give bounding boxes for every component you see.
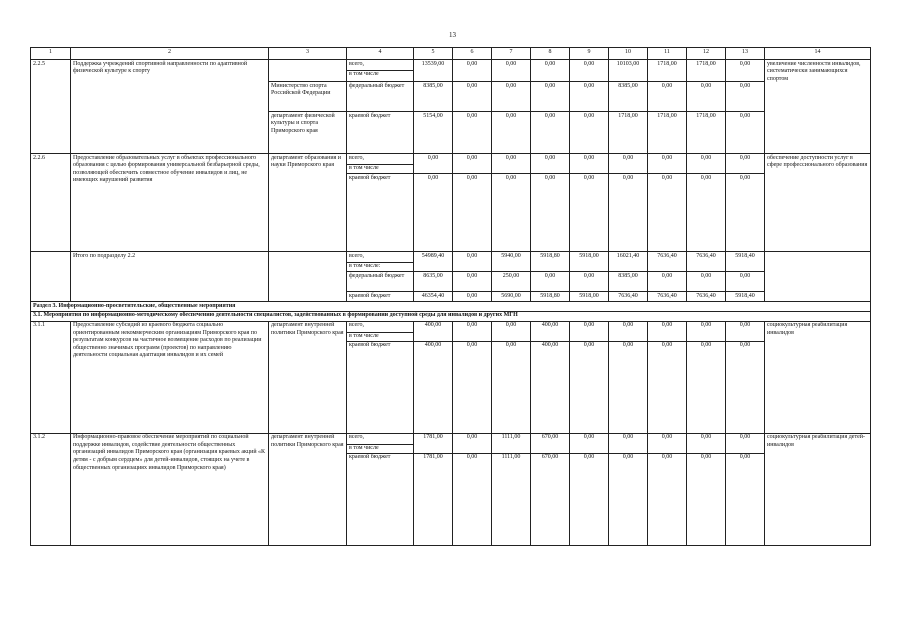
value-cell: 0,00 [609,174,648,252]
result-cell: социокультурная реабилитация детей-инвалидов [765,433,871,545]
value-cell: 0,00 [570,174,609,252]
value-cell: 0,00 [570,453,609,545]
value-cell: 8385,00 [609,272,648,292]
value-cell: 0,00 [492,112,531,154]
item-name: Поддержка учреждений спортивной направленности по адаптивной физической культуре к спорту [71,60,269,154]
item-name: Предоставление субсидий из краевого бюджета социально ориентированным некоммерческим организациям Приморского края по результатам конкурсов на частичное возмещение расходов по реализации общественно значимых программ (проектов) по направлению деятельности социальная адаптация инвалидов и их семей [71,321,269,433]
table-row [31,321,871,341]
value-cell: 0,00 [648,453,687,545]
value-cell: 7636,40 [687,252,726,272]
result-cell: обеспечение доступности услуг в сфере профессионального образования [765,154,871,252]
value-cell: 0,00 [531,272,570,292]
value-cell: 0,00 [492,154,531,174]
value-cell: 8385,00 [414,82,453,112]
value-cell: 8385,00 [609,82,648,112]
source-cell [347,321,414,341]
value-cell: 0,00 [648,154,687,174]
column-header: 10 [609,48,648,60]
value-cell: 0,00 [453,453,492,545]
value-cell: 8635,00 [414,272,453,292]
source-cell: краевой бюджет [347,112,414,154]
value-cell: 0,00 [531,82,570,112]
value-cell: 0,00 [609,453,648,545]
value-cell: 0,00 [492,60,531,82]
value-cell: 1718,00 [687,60,726,82]
section-row [31,311,871,321]
source-cell [347,154,414,174]
value-cell: 0,00 [726,321,765,341]
value-cell: 0,00 [531,60,570,82]
value-cell: 5918,80 [531,292,570,302]
value-cell: 0,00 [492,174,531,252]
value-cell: 0,00 [453,82,492,112]
value-cell: 5940,00 [492,252,531,272]
value-cell: 0,00 [453,252,492,272]
value-cell: 670,00 [531,453,570,545]
source-label: всего, [349,434,365,441]
value-cell: 0,00 [726,174,765,252]
source-cell: федеральный бюджет [347,272,414,292]
value-cell: 0,00 [609,341,648,433]
value-cell: 7636,40 [648,292,687,302]
value-cell: 1718,00 [609,112,648,154]
value-cell: 5918,40 [726,292,765,302]
value-cell: 46354,40 [414,292,453,302]
budget-table [30,47,871,546]
value-cell: 0,00 [570,112,609,154]
value-cell: 0,00 [570,321,609,341]
value-cell: 0,00 [726,60,765,82]
value-cell: 0,00 [687,433,726,453]
subsection-title: 3.1. Мероприятия по информационно-методическому обеспечению деятельности специалистов, задействованных в формировании доступной среды для инвалидов и других МГН [31,311,871,321]
source-label: в том числе [347,70,413,79]
value-cell: 1718,00 [687,112,726,154]
section-title: Раздел 3. Информационно-просветительские, общественные мероприятия [31,302,871,312]
value-cell: 0,00 [531,112,570,154]
value-cell: 10103,00 [609,60,648,82]
value-cell: 0,00 [687,453,726,545]
source-label: всего, [349,252,365,259]
source-label: всего, [349,322,365,329]
value-cell: 400,00 [531,321,570,341]
value-cell: 0,00 [414,174,453,252]
column-header: 3 [269,48,347,60]
item-code: 3.1.2 [31,433,71,545]
column-header: 5 [414,48,453,60]
section-row [31,302,871,312]
executor-cell: департамент физической культуры и спорта Приморского края [269,112,347,154]
source-label: в том числе [347,332,413,341]
value-cell: 1718,00 [648,60,687,82]
column-header: 9 [570,48,609,60]
executor-cell [269,60,347,82]
value-cell: 0,00 [531,174,570,252]
value-cell: 0,00 [570,82,609,112]
table-row [31,154,871,174]
value-cell: 0,00 [570,154,609,174]
value-cell: 400,00 [414,321,453,341]
value-cell: 16021,40 [609,252,648,272]
column-header: 7 [492,48,531,60]
value-cell: 5690,00 [492,292,531,302]
total-label: Итого по подразделу 2.2 [71,252,269,302]
source-cell: краевой бюджет [347,292,414,302]
value-cell: 0,00 [726,154,765,174]
value-cell: 5918,00 [570,252,609,272]
table-row [31,60,871,82]
column-header: 2 [71,48,269,60]
value-cell: 0,00 [726,82,765,112]
source-cell: федеральный бюджет [347,82,414,112]
item-code [31,252,71,302]
result-cell: социокультурная реабилитация инвалидов [765,321,871,433]
value-cell: 0,00 [414,154,453,174]
value-cell: 0,00 [648,341,687,433]
value-cell: 0,00 [648,433,687,453]
value-cell: 0,00 [453,272,492,292]
item-code: 2.2.6 [31,154,71,252]
value-cell: 0,00 [687,272,726,292]
column-header: 1 [31,48,71,60]
value-cell: 400,00 [531,341,570,433]
value-cell: 0,00 [570,60,609,82]
value-cell: 0,00 [531,154,570,174]
column-header: 14 [765,48,871,60]
value-cell: 0,00 [609,154,648,174]
source-label: в том числе [347,444,413,453]
value-cell: 0,00 [609,321,648,341]
source-label: всего, [349,154,365,161]
value-cell: 1111,00 [492,453,531,545]
executor-cell [269,252,347,302]
value-cell: 7636,40 [609,292,648,302]
source-cell [347,252,414,272]
value-cell: 0,00 [648,321,687,341]
value-cell: 0,00 [726,112,765,154]
column-header: 6 [453,48,492,60]
value-cell: 0,00 [453,292,492,302]
value-cell: 0,00 [726,433,765,453]
value-cell: 0,00 [687,341,726,433]
value-cell: 5918,80 [531,252,570,272]
value-cell: 0,00 [687,321,726,341]
source-label: всего, [349,60,365,67]
value-cell: 0,00 [453,321,492,341]
value-cell: 0,00 [453,174,492,252]
value-cell: 670,00 [531,433,570,453]
value-cell: 0,00 [726,453,765,545]
executor-cell: департамент внутренней политики Приморского края [269,321,347,433]
value-cell: 0,00 [570,341,609,433]
value-cell: 5918,00 [570,292,609,302]
value-cell: 54989,40 [414,252,453,272]
executor-cell: департамент образования и науки Приморского края [269,154,347,252]
source-cell: краевой бюджет [347,341,414,433]
value-cell: 0,00 [726,341,765,433]
result-cell [765,252,871,302]
source-cell [347,60,414,82]
value-cell: 1718,00 [648,112,687,154]
value-cell: 0,00 [453,341,492,433]
value-cell: 1781,00 [414,433,453,453]
executor-cell: Министерство спорта Российской Федерации [269,82,347,112]
executor-cell: департамент внутренней политики Приморского края [269,433,347,545]
value-cell: 7636,40 [648,252,687,272]
column-number-row [31,48,871,60]
column-header: 8 [531,48,570,60]
column-header: 11 [648,48,687,60]
value-cell: 0,00 [570,433,609,453]
value-cell: 5154,00 [414,112,453,154]
item-code: 3.1.1 [31,321,71,433]
column-header: 4 [347,48,414,60]
table-row [31,252,871,272]
item-name: Предоставление образовательных услуг в объектах профессионального образования с целью формирования универсальной безбарьерной среды, позволяющей обеспечить совместное обучение инвалидов и лиц, не имеющих нарушений развития [71,154,269,252]
value-cell: 0,00 [492,82,531,112]
value-cell: 1781,00 [414,453,453,545]
table-row [31,433,871,453]
value-cell: 400,00 [414,341,453,433]
value-cell: 0,00 [648,82,687,112]
value-cell: 0,00 [570,272,609,292]
value-cell: 0,00 [687,154,726,174]
result-cell: увеличение численности инвалидов, систематически занимающихся спортом [765,60,871,154]
value-cell: 0,00 [726,272,765,292]
value-cell: 0,00 [453,60,492,82]
value-cell: 7636,40 [687,292,726,302]
value-cell: 0,00 [453,112,492,154]
page-number: 13 [449,31,456,39]
value-cell: 5918,40 [726,252,765,272]
item-name: Информационно-правовое обеспечение мероприятий по социальной поддержке инвалидов, содействие деятельности общественных организаций инвалидов Приморского края (организация краевых акций «К детям - с добрым сердцем» для детей-инвалидов, стоящих на учете в общественных организациях инвалидов Приморского края) [71,433,269,545]
value-cell: 0,00 [687,82,726,112]
value-cell: 1111,00 [492,433,531,453]
value-cell: 0,00 [492,341,531,433]
item-code: 2.2.5 [31,60,71,154]
source-cell: краевой бюджет [347,174,414,252]
source-cell [347,433,414,453]
value-cell: 0,00 [648,272,687,292]
source-label: в том числе [347,164,413,173]
value-cell: 0,00 [609,433,648,453]
value-cell: 250,00 [492,272,531,292]
source-cell: краевой бюджет [347,453,414,545]
column-header: 13 [726,48,765,60]
value-cell: 0,00 [648,174,687,252]
value-cell: 13539,00 [414,60,453,82]
source-label: в том числе: [347,262,413,271]
value-cell: 0,00 [492,321,531,341]
value-cell: 0,00 [453,154,492,174]
value-cell: 0,00 [687,174,726,252]
value-cell: 0,00 [453,433,492,453]
column-header: 12 [687,48,726,60]
